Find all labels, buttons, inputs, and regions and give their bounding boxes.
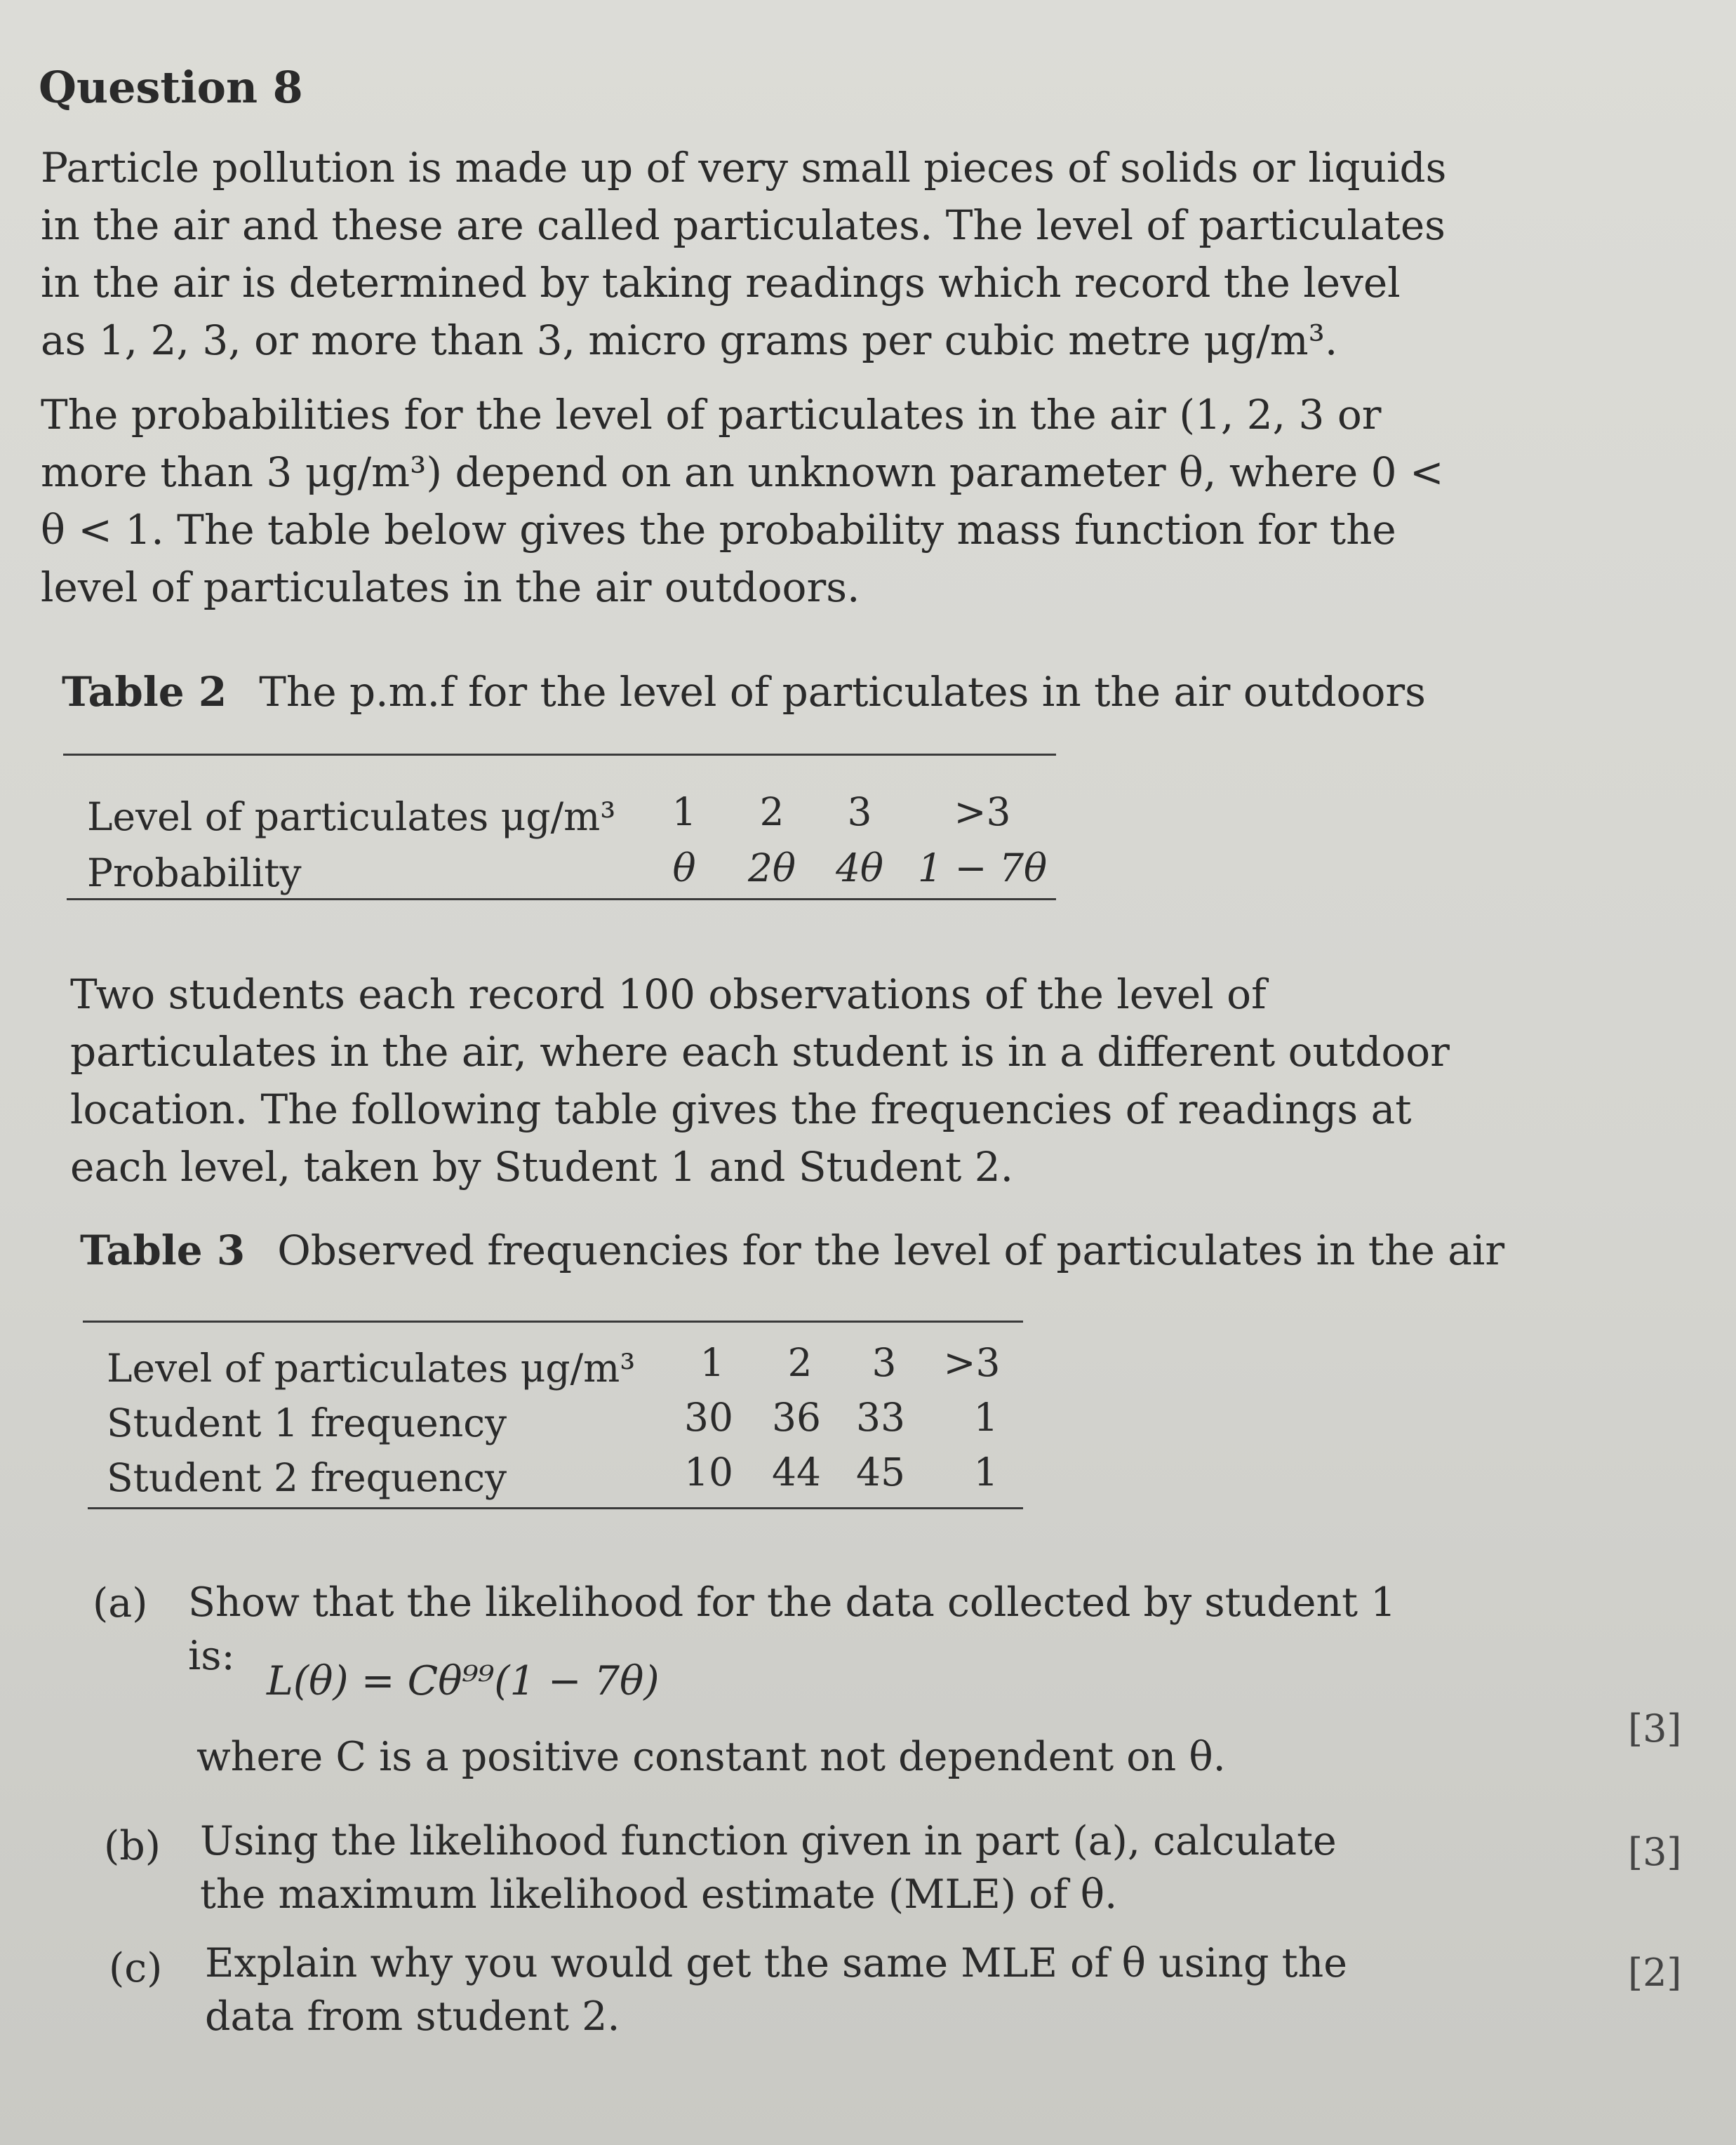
table2-cell: 2θ bbox=[747, 846, 796, 890]
table3-cell: 1 bbox=[700, 1340, 725, 1385]
table2-top-rule bbox=[63, 754, 1056, 756]
table2-cell: 2 bbox=[759, 789, 784, 834]
table3-cell: 45 bbox=[856, 1450, 905, 1495]
table2-cell: 1 − 7θ bbox=[917, 846, 1048, 890]
intro-paragraph-1: Particle pollution is made up of very small pieces of solids or liquids in the air and these are called particulates. The level of particulates in the air is determined by taking readings which record the level as 1, 2, 3, or more than 3, micro grams per cubic metre μg/m³. bbox=[41, 144, 1447, 364]
part-a-label: (a) bbox=[93, 1580, 148, 1626]
part-b-marks: [3] bbox=[1628, 1830, 1682, 1874]
table3-cell: 44 bbox=[772, 1450, 821, 1495]
table3-cell: 30 bbox=[684, 1395, 733, 1440]
table3-cell: 2 bbox=[787, 1340, 813, 1385]
table2-cell: θ bbox=[672, 846, 696, 890]
part-a-marks: [3] bbox=[1628, 1706, 1682, 1751]
table3-row-header: Student 2 frequency bbox=[107, 1455, 507, 1500]
table3-caption-text: Observed frequencies for the level of particulates in the air bbox=[277, 1227, 1505, 1274]
table3-cell: 36 bbox=[772, 1395, 821, 1440]
table2-caption-text: The p.m.f for the level of particulates in the air outdoors bbox=[259, 668, 1426, 716]
table2-caption bbox=[62, 668, 1426, 716]
table2-bottom-rule bbox=[67, 898, 1056, 900]
table3-row-header: Level of particulates μg/m³ bbox=[107, 1346, 636, 1391]
students-paragraph: Two students each record 100 observations of the level of particulates in the air, where each student is in a different outdoor location. The following table gives the frequencies of readings at each level, taken by Student 1 and Student 2. bbox=[70, 970, 1450, 1191]
table2-cell: >3 bbox=[954, 789, 1011, 834]
question-title: Question 8 bbox=[39, 62, 303, 113]
table2-row-header: Probability bbox=[87, 850, 302, 895]
table3-bottom-rule bbox=[88, 1507, 1023, 1509]
table3-cell: 33 bbox=[856, 1395, 905, 1440]
part-c-marks: [2] bbox=[1628, 1951, 1682, 1995]
part-c-label: (c) bbox=[109, 1945, 163, 1991]
table3-cell: 1 bbox=[973, 1395, 999, 1440]
part-a-text: Show that the likelihood for the data collected by student 1 is: bbox=[188, 1579, 1396, 1679]
part-c-text: Explain why you would get the same MLE of θ using the data from student 2. bbox=[205, 1940, 1347, 2040]
part-a-text-2: where C is a positive constant not dependent on θ. bbox=[196, 1734, 1226, 1780]
table2-cell: 3 bbox=[847, 789, 872, 834]
part-b-label: (b) bbox=[104, 1823, 161, 1869]
part-b-text: Using the likelihood function given in part (a), calculate the maximum likelihood estimate (MLE) of θ. bbox=[200, 1818, 1337, 1918]
table3-cell: >3 bbox=[943, 1340, 1001, 1385]
table2-cell: 1 bbox=[672, 789, 697, 834]
table3-label: Table 3 bbox=[80, 1227, 246, 1274]
table3-cell: 10 bbox=[684, 1450, 733, 1495]
table3-caption bbox=[80, 1227, 1504, 1274]
intro-paragraph-2: The probabilities for the level of particulates in the air (1, 2, 3 or more than 3 μg/m³) depend on an unknown parameter θ, where 0 < θ < 1. The table below gives the probability mass function for the level of particulates in the air outdoors. bbox=[41, 391, 1444, 611]
table2-row-header: Level of particulates μg/m³ bbox=[87, 794, 616, 839]
table3-top-rule bbox=[83, 1321, 1023, 1323]
part-a-formula: L(θ) = Cθ⁹⁹(1 − 7θ) bbox=[267, 1658, 660, 1704]
table2-cell: 4θ bbox=[835, 846, 884, 890]
table2-label: Table 2 bbox=[62, 668, 227, 716]
table3-row-header: Student 1 frequency bbox=[107, 1401, 507, 1445]
table3-cell: 1 bbox=[973, 1450, 999, 1495]
table3-cell: 3 bbox=[872, 1340, 897, 1385]
